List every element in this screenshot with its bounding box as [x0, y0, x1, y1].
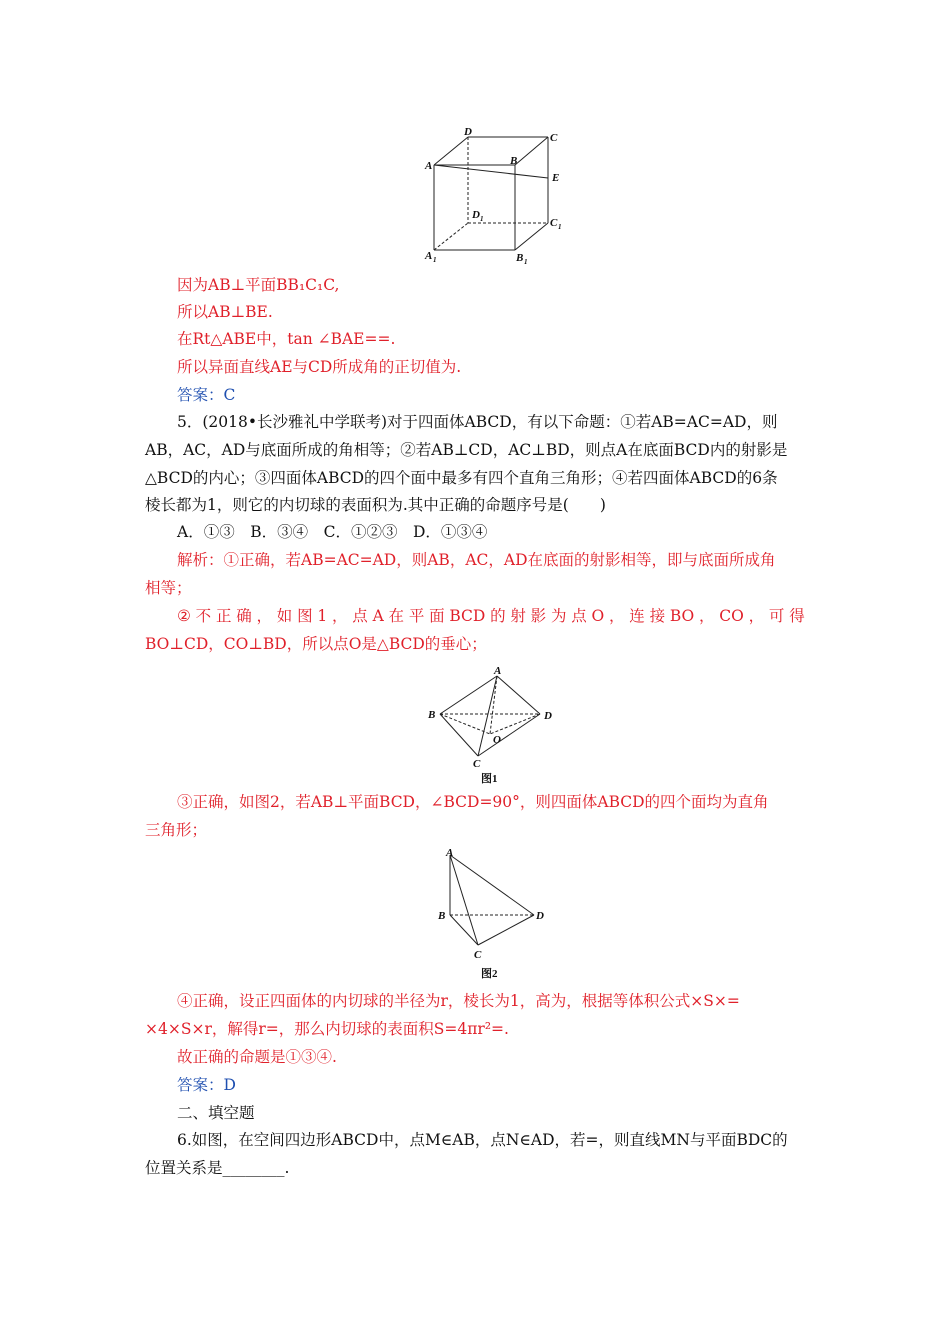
- cube-label-B: B: [510, 155, 518, 167]
- justified-token: 接: [649, 607, 666, 625]
- justified-token: ②: [177, 607, 191, 625]
- fig1-label-C: C: [473, 758, 481, 770]
- justified-token: 面: [429, 607, 445, 625]
- fig1-label-D: D: [544, 710, 552, 722]
- cube-label-D: D: [464, 126, 472, 138]
- solution5-line6: 三角形；: [145, 821, 208, 839]
- figure2-tetrahedron: [430, 845, 560, 985]
- cube-label-B1: B: [516, 252, 524, 264]
- justified-token: O: [591, 607, 605, 625]
- question5-options: A．①③ B．③④ C．①②③ D．①③④: [177, 523, 488, 541]
- solution5-line4: BO⊥CD，CO⊥BD，所以点O是△BCD的垂心；: [145, 635, 487, 653]
- fig2-label-B: B: [438, 910, 446, 922]
- justified-token: BCD: [449, 607, 486, 625]
- solution5-line2: 相等；: [145, 579, 192, 597]
- justified-token: 平: [408, 607, 425, 625]
- justified-token: 确: [236, 607, 252, 625]
- fig2-label-A: A: [446, 847, 454, 859]
- section2-heading: 二、填空题: [177, 1104, 255, 1122]
- justified-token: 的: [490, 607, 506, 625]
- fig1-label-B: B: [428, 709, 436, 721]
- question5-line1: 5．(2018•长沙雅礼中学联考)对于四面体ABCD，有以下命题：①若AB=AC=AD，则: [177, 413, 778, 431]
- question5-line4: 棱长都为1，则它的内切球的表面积为.其中正确的命题序号是( ): [145, 496, 606, 514]
- justified-token: 1: [317, 607, 328, 625]
- cube-label-E: E: [552, 172, 560, 184]
- solution5-line5: ③正确，如图2，若AB⊥平面BCD，∠BCD=90°，则四面体ABCD的四个面均为直角: [177, 793, 769, 811]
- question6-line1: 6.如图，在空间四边形ABCD中，点M∈AB，点N∈AD，若=，则直线MN与平面BDC的: [177, 1131, 788, 1149]
- justified-token: ，: [609, 607, 625, 625]
- fig2-label-D: D: [536, 910, 544, 922]
- svg-text:1: 1: [433, 256, 437, 264]
- figure1-tetrahedron: [420, 664, 560, 784]
- justified-token: 如: [276, 607, 293, 625]
- cube-figure: [410, 125, 580, 270]
- justified-token: BO: [669, 607, 695, 625]
- justified-token: 不: [195, 607, 212, 625]
- justified-token: 得: [789, 607, 805, 625]
- justified-token: ，: [332, 607, 348, 625]
- svg-text:1: 1: [480, 215, 484, 223]
- solution5-line1: 解析：①正确，若AB=AC=AD，则AB，AC，AD在底面的射影相等，即与底面所成角: [177, 551, 776, 569]
- justified-token: ，: [699, 607, 715, 625]
- justified-token: 射: [510, 607, 526, 625]
- solution5-line8: ×4×S×r，解得r=，那么内切球的表面积S=4πr²=.: [145, 1020, 509, 1038]
- justified-token: ，: [256, 607, 273, 625]
- cube-label-A1: A: [425, 250, 433, 262]
- solution4-line1: 因为AB⊥平面BB₁C₁C,: [177, 276, 340, 294]
- solution4-line4: 所以异面直线AE与CD所成角的正切值为.: [177, 358, 462, 376]
- justified-token: 连: [629, 607, 645, 625]
- cube-label-D1: D: [472, 209, 480, 221]
- fig1-caption: 图1: [481, 773, 498, 784]
- question6-line2: 位置关系是________.: [145, 1159, 290, 1177]
- fig1-label-A: A: [494, 665, 502, 677]
- cube-label-C1: C: [550, 217, 558, 229]
- question5-line2: AB，AC，AD与底面所成的角相等；②若AB⊥CD，AC⊥BD，则点A在底面BCD内的射影是: [145, 441, 788, 459]
- justified-token: 为: [550, 607, 567, 625]
- justified-token: ，: [748, 607, 765, 625]
- svg-text:1: 1: [524, 258, 528, 266]
- solution4-line2: 所以AB⊥BE.: [177, 303, 273, 321]
- justified-token: 影: [530, 607, 547, 625]
- fig2-caption: 图2: [481, 968, 498, 980]
- solution5-line7: ④正确，设正四面体的内切球的半径为r，棱长为1，高为，根据等体积公式×S×=: [177, 992, 740, 1010]
- justified-token: 图: [297, 607, 313, 625]
- question5-line3: △BCD的内心；③四面体ABCD的四个面中最多有四个直角三角形；④若四面体ABCD的6条: [145, 469, 778, 487]
- solution5-answer: 答案：D: [177, 1076, 236, 1094]
- justified-token: 可: [768, 607, 785, 625]
- justified-token: 点: [352, 607, 368, 625]
- solution4-answer: 答案：C: [177, 386, 236, 404]
- fig2-label-C: C: [474, 949, 482, 961]
- svg-text:1: 1: [558, 223, 562, 231]
- cube-label-C: C: [550, 132, 558, 144]
- justified-token: 点: [571, 607, 587, 625]
- solution4-line3: 在Rt△ABE中，tan ∠BAE==.: [177, 330, 396, 348]
- justified-token: 在: [388, 607, 405, 625]
- justified-token: CO: [719, 607, 744, 625]
- justified-token: A: [372, 607, 384, 625]
- fig1-label-O: O: [493, 734, 501, 746]
- cube-label-A: A: [425, 160, 433, 172]
- solution5-line3: [177, 605, 805, 627]
- justified-token: 正: [215, 607, 232, 625]
- solution5-line9: 故正确的命题是①③④.: [177, 1048, 337, 1066]
